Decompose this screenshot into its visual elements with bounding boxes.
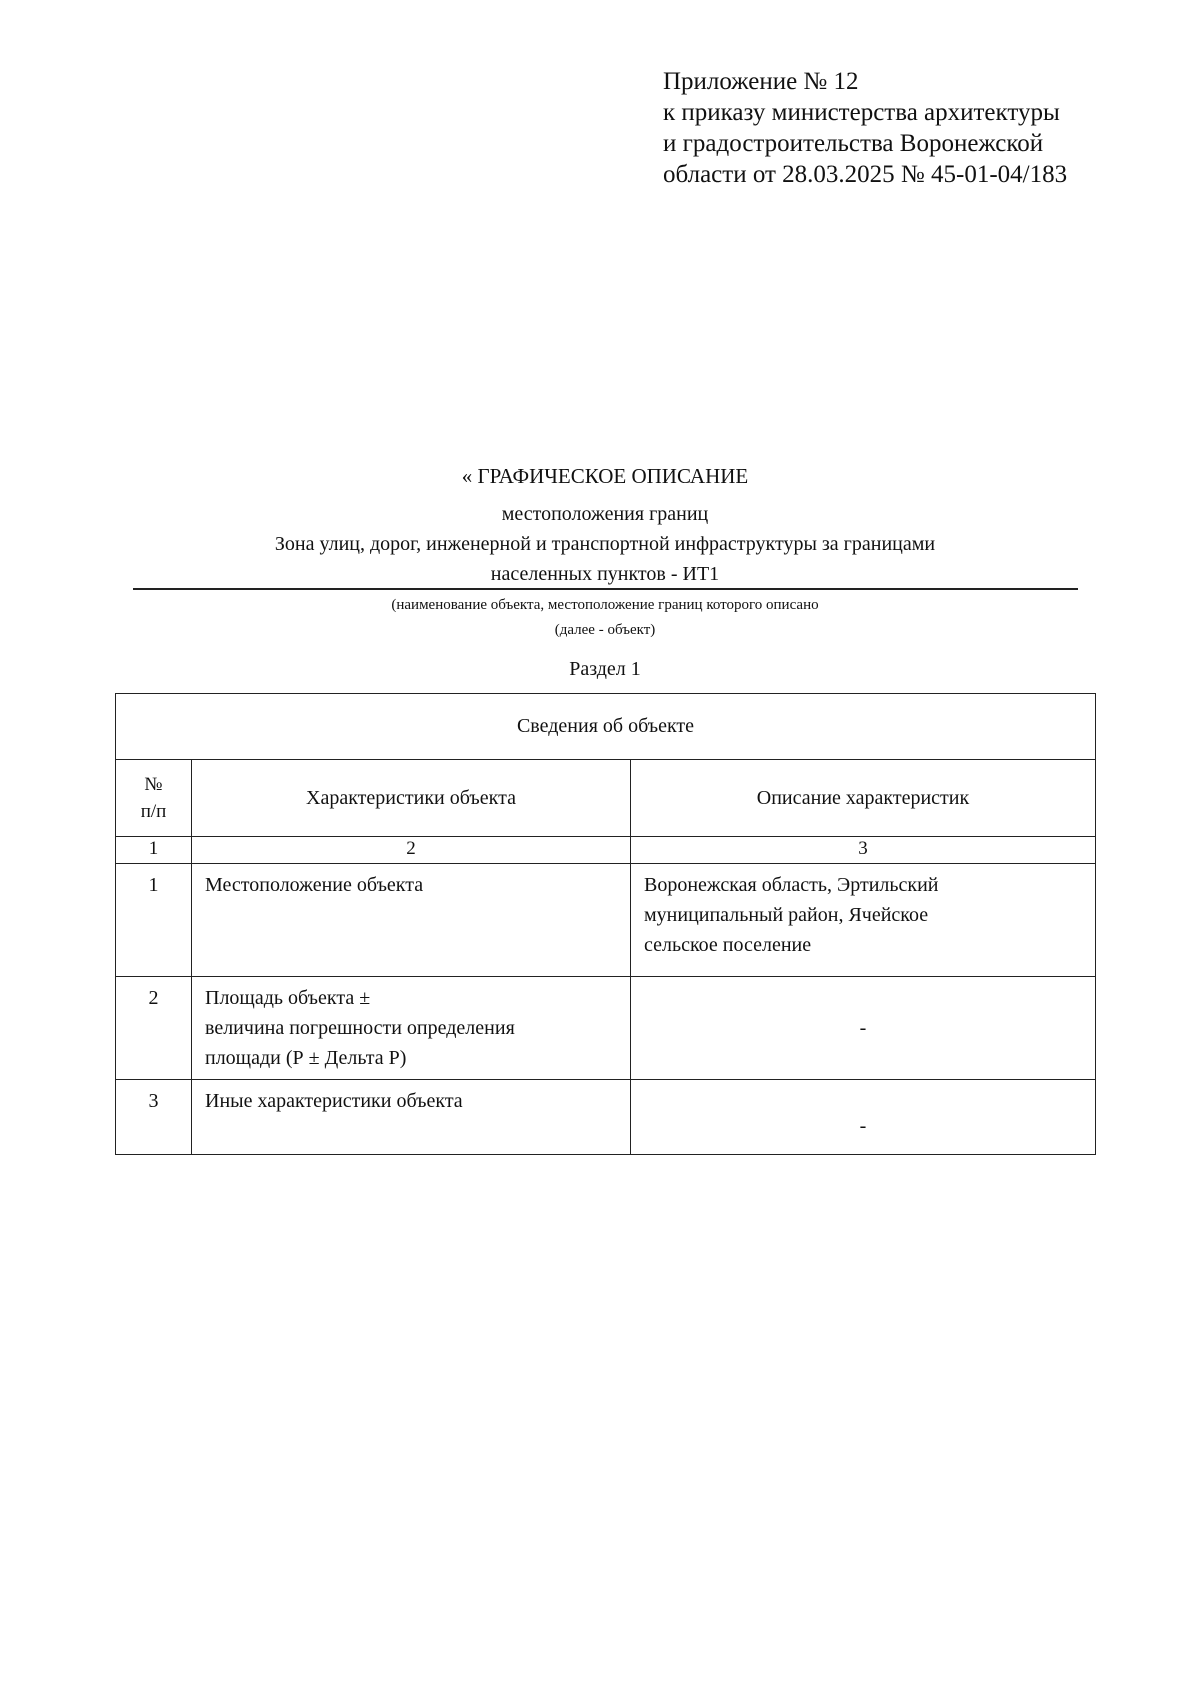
description-line: Воронежская область, Эртильский: [644, 874, 939, 896]
header-description: Описание характеристик: [631, 760, 1096, 837]
header-number-sign: №: [144, 774, 163, 795]
column-number: 1: [116, 837, 192, 864]
object-note-line-1: (наименование объекта, местоположение границ которого описано: [391, 597, 819, 613]
header-characteristics: Характеристики объекта: [192, 760, 631, 837]
row-number: 1: [116, 864, 192, 977]
appendix-header: [663, 66, 1183, 190]
header-number-abbr: п/п: [140, 801, 167, 822]
subtitle-line-3: населенных пунктов - ИТ1: [490, 563, 720, 585]
table-caption-row: [116, 694, 1096, 760]
table-caption: Сведения об объекте: [116, 694, 1096, 760]
document-subtitle: [130, 499, 1080, 589]
document-title: « ГРАФИЧЕСКОЕ ОПИСАНИЕ: [461, 464, 749, 488]
appendix-date-line: области от 28.03.2025 № 45-01-04/183: [663, 161, 1068, 188]
row-number: 2: [116, 977, 192, 1080]
object-note-line-2: (далее - объект): [554, 622, 656, 638]
row-description: -: [631, 1080, 1096, 1155]
object-name-note: [130, 593, 1080, 643]
row-characteristic: [192, 1080, 631, 1155]
characteristic-line: величина погрешности определения: [205, 1017, 515, 1039]
characteristic-line: Иные характеристики объекта: [205, 1090, 463, 1112]
object-name-underline: [133, 588, 1078, 590]
characteristic-line: Площадь объекта ±: [205, 987, 371, 1009]
table-row: [116, 977, 1096, 1080]
description-line: сельское поселение: [644, 934, 812, 956]
subtitle-line-2: Зона улиц, дорог, инженерной и транспортной инфраструктуры за границами: [274, 533, 936, 555]
appendix-ministry-line: и градостроительства Воронежской: [663, 130, 1044, 157]
section-title: Раздел 1: [569, 658, 641, 680]
appendix-order-line: к приказу министерства архитектуры: [663, 99, 1060, 126]
table-row: [116, 1080, 1096, 1155]
row-description: -: [631, 977, 1096, 1080]
column-number: 2: [192, 837, 631, 864]
subtitle-line-1: местоположения границ: [501, 503, 709, 525]
row-characteristic: [192, 864, 631, 977]
column-numbers-row: [116, 837, 1096, 864]
table-row: [116, 864, 1096, 977]
appendix-number: Приложение № 12: [663, 68, 859, 95]
characteristic-line: Местоположение объекта: [205, 874, 424, 896]
object-info-table: [115, 693, 1096, 1155]
row-characteristic: [192, 977, 631, 1080]
column-number: 3: [631, 837, 1096, 864]
table-header-row: [116, 760, 1096, 837]
description-line: муниципальный район, Ячейское: [644, 904, 929, 926]
row-number: 3: [116, 1080, 192, 1155]
header-number: [116, 760, 192, 837]
characteristic-line: площади (Р ± Дельта Р): [205, 1047, 407, 1069]
row-description: [631, 864, 1096, 977]
